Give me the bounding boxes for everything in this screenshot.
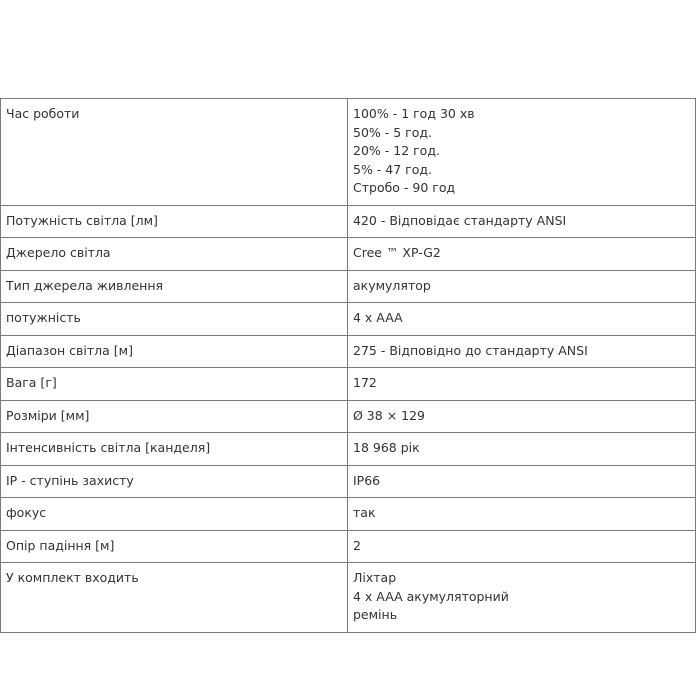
spec-label: Розміри [мм] [1,400,348,433]
spec-value [348,530,696,563]
spec-label: Тип джерела живлення [1,270,348,303]
spec-label: Потужність світла [лм] [1,205,348,238]
spec-row [1,498,696,531]
spec-row [1,563,696,633]
spec-label: фокус [1,498,348,531]
spec-row [1,400,696,433]
spec-value [348,368,696,401]
spec-value-line: Cree ™ XP-G2 [353,245,441,260]
spec-value [348,465,696,498]
spec-value [348,433,696,466]
spec-label: Джерело світла [1,238,348,271]
spec-value-line: Стробо - 90 год [353,180,456,195]
spec-value-line: 420 - Відповідає стандарту ANSI [353,212,567,228]
spec-value [348,335,696,368]
spec-label: Діапазон світла [м] [1,335,348,368]
spec-table-body [1,99,696,633]
spec-value-line: 100% - 1 год 30 хв [353,106,475,121]
spec-value-line: так [353,505,376,520]
spec-value-line: 18 968 рік [353,440,420,455]
spec-label: Інтенсивність світла [канделя] [1,433,348,466]
spec-value [348,498,696,531]
spec-value [348,238,696,271]
spec-row [1,270,696,303]
spec-value-line: 4 x AAA акумуляторний [353,588,509,604]
spec-value-line: 20% - 12 год. [353,143,440,158]
spec-value [348,205,696,238]
spec-label: У комплект входить [1,563,348,633]
spec-value [348,563,696,633]
spec-value-line: акумулятор [353,277,431,293]
spec-row [1,303,696,336]
spec-value [348,270,696,303]
spec-value-line: 4 x AAA [353,310,403,325]
spec-label: потужність [1,303,348,336]
spec-value-line: 275 - Відповідно до стандарту ANSI [353,342,588,358]
spec-table [0,98,696,633]
spec-value-line: 172 [353,375,377,390]
spec-value-line: Ліхтар [353,570,397,585]
spec-row [1,368,696,401]
spec-value [348,99,696,206]
spec-value-line: 2 [353,537,361,553]
spec-value-line: 5% - 47 год. [353,161,432,177]
spec-row [1,465,696,498]
spec-value-line: 50% - 5 год. [353,124,432,140]
spec-value-line: ремінь [353,607,398,622]
spec-value-line: Ø 38 × 129 [353,407,425,423]
spec-row [1,205,696,238]
spec-row [1,99,696,206]
spec-value [348,303,696,336]
spec-value [348,400,696,433]
spec-label: Час роботи [1,99,348,206]
spec-row [1,335,696,368]
spec-label: Вага [г] [1,368,348,401]
spec-label: Опір падіння [м] [1,530,348,563]
spec-label: IP - ступінь захисту [1,465,348,498]
spec-value-line: IP66 [353,472,381,488]
spec-row [1,530,696,563]
spec-row [1,433,696,466]
spec-row [1,238,696,271]
